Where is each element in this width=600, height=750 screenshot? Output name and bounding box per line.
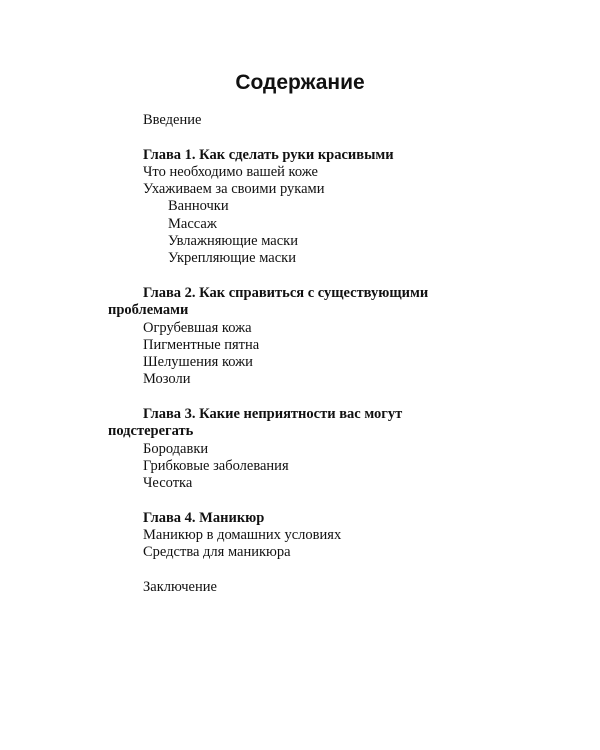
toc-spacer [108, 493, 468, 510]
toc-section: Маникюр в домашних условиях [143, 527, 342, 544]
toc-spacer [108, 268, 468, 285]
toc-subsection: Ванночки [168, 198, 229, 215]
toc-conclusion: Заключение [143, 579, 217, 596]
toc-chapter-1-heading: Глава 1. Как сделать руки красивыми [143, 146, 394, 163]
toc-section: Огрубевшая кожа [143, 319, 252, 336]
toc-section: Что необходимо вашей коже [143, 163, 318, 180]
toc-chapter-2-heading: Глава 2. Как справиться с существующими проблемами [108, 284, 429, 319]
toc-section: Грибковые заболевания [143, 457, 289, 474]
toc-subsection: Массаж [168, 215, 217, 232]
toc-spacer [108, 562, 468, 579]
toc-section: Пигментные пятна [143, 336, 260, 353]
toc-section: Мозоли [143, 371, 191, 388]
toc-spacer [108, 389, 468, 406]
toc-section: Средства для маникюра [143, 544, 291, 561]
table-of-contents [108, 112, 468, 596]
page-title: Содержание [235, 71, 365, 94]
toc-subsection: Увлажняющие маски [168, 233, 298, 250]
toc-chapter-3-heading: Глава 3. Какие неприятности вас могут подстерегать [108, 406, 403, 440]
toc-section: Ухаживаем за своими руками [143, 181, 325, 198]
toc-section: Чесотка [143, 475, 193, 492]
toc-section: Шелушения кожи [143, 354, 253, 371]
toc-subsection: Укрепляющие маски [168, 250, 296, 267]
toc-spacer [108, 129, 468, 146]
toc-intro: Введение [143, 112, 202, 128]
toc-chapter-4-heading: Глава 4. Маникюр [143, 509, 265, 526]
toc-section: Бородавки [143, 440, 209, 457]
